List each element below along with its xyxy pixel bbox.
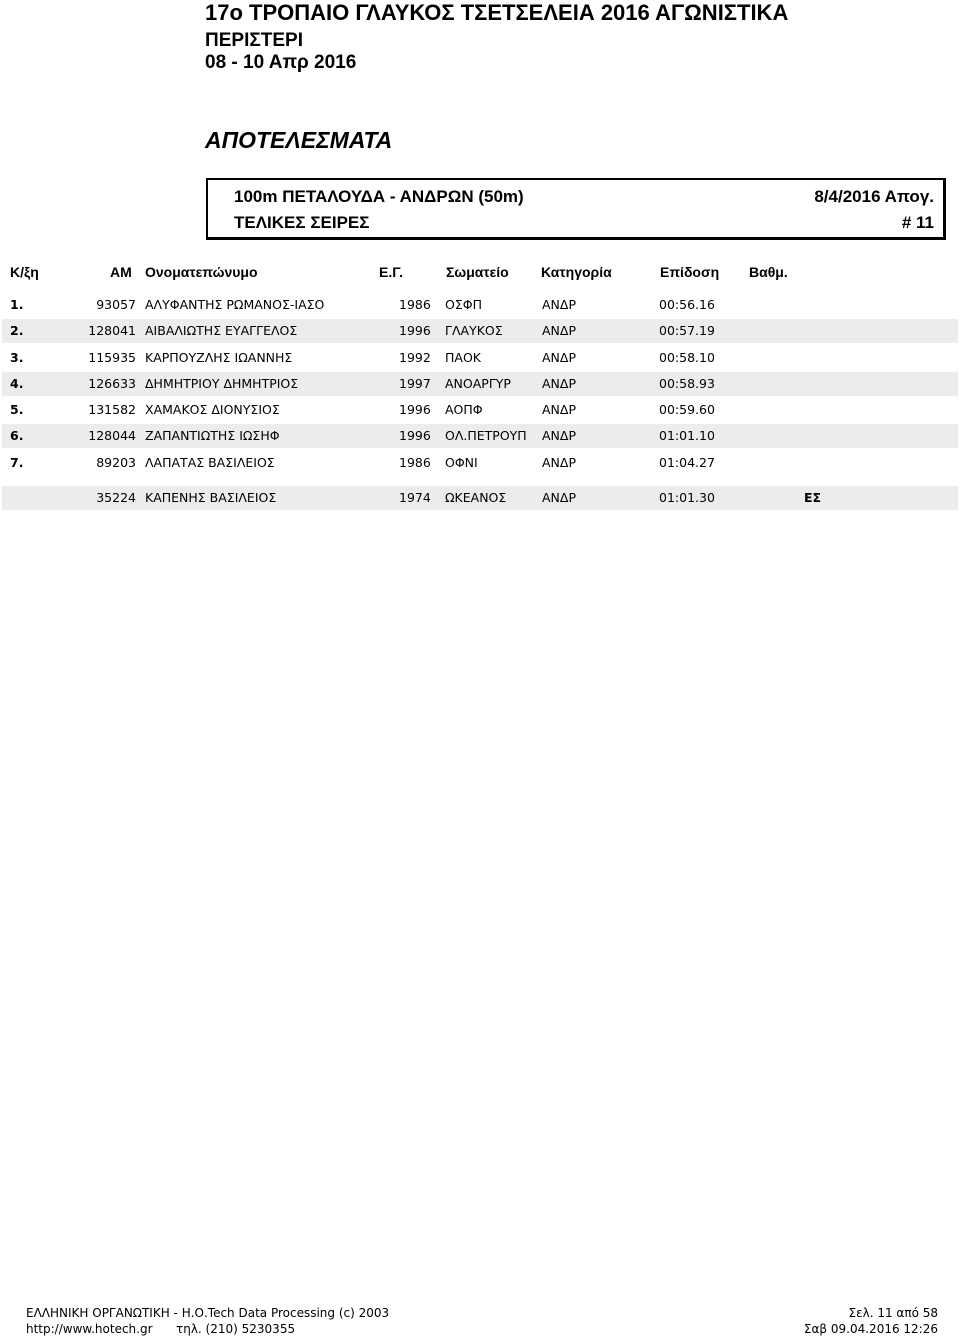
athlete-name: ΧΑΜΑΚΟΣ ΔΙΟΝΥΣΙΟΣ xyxy=(145,402,280,417)
rank: 7. xyxy=(10,455,24,470)
column-header-points: Βαθμ. xyxy=(749,264,788,280)
club: ΟΣΦΠ xyxy=(445,297,482,312)
rank: 5. xyxy=(10,402,24,417)
athlete-id: 128041 xyxy=(88,323,136,338)
column-header-category: Κατηγορία xyxy=(541,264,612,280)
birth-year: 1986 xyxy=(399,297,431,312)
club: ΓΛΑΥΚΟΣ xyxy=(445,323,503,338)
category: ΑΝΔΡ xyxy=(542,490,576,505)
footer-url: http://www.hotech.gr xyxy=(26,1322,153,1336)
athlete-id: 93057 xyxy=(96,297,136,312)
category: ΑΝΔΡ xyxy=(542,350,576,365)
page-number: Σελ. 11 από 58 xyxy=(848,1306,938,1320)
table-row xyxy=(2,398,958,422)
time: 00:56.16 xyxy=(659,297,715,312)
rank: 3. xyxy=(10,350,24,365)
birth-year: 1974 xyxy=(399,490,431,505)
table-row-extra xyxy=(2,486,958,510)
column-header-time: Επίδοση xyxy=(660,264,720,280)
time: 00:58.10 xyxy=(659,350,715,365)
club: ΠΑΟΚ xyxy=(445,350,481,365)
category: ΑΝΔΡ xyxy=(542,376,576,391)
meet-dates: 08 - 10 Απρ 2016 xyxy=(205,52,357,73)
table-row xyxy=(2,293,958,317)
rank: 2. xyxy=(10,323,24,338)
birth-year: 1996 xyxy=(399,323,431,338)
athlete-name: ΔΗΜΗΤΡΙΟΥ ΔΗΜΗΤΡΙΟΣ xyxy=(145,376,299,391)
rank: 6. xyxy=(10,428,24,443)
rank: 4. xyxy=(10,376,24,391)
birth-year: 1992 xyxy=(399,350,431,365)
column-header-name: Ονοματεπώνυμο xyxy=(145,264,258,280)
club: ΟΦΝΙ xyxy=(445,455,478,470)
category: ΑΝΔΡ xyxy=(542,297,576,312)
page-title: 17ο ΤΡΟΠΑΙΟ ΓΛΑΥΚΟΣ ΤΣΕΤΣΕΛΕΙΑ 2016 ΑΓΩΝΙΣΤΙΚΑ xyxy=(205,0,789,25)
column-header-rank: Κ/ξη xyxy=(10,264,39,280)
category: ΑΝΔΡ xyxy=(542,428,576,443)
footer-company: ΕΛΛΗΝΙΚΗ ΟΡΓΑΝΩΤΙΚΗ - Η.Ο.Tech Data Processing (c) 2003 xyxy=(26,1306,390,1320)
athlete-id: 115935 xyxy=(88,350,136,365)
athlete-id: 131582 xyxy=(88,402,136,417)
athlete-id: 89203 xyxy=(96,455,136,470)
event-name: 100m ΠΕΤΑΛΟΥΔΑ - ΑΝΔΡΩΝ (50m) xyxy=(234,187,524,206)
table-row xyxy=(2,451,958,475)
result-note: ΕΣ xyxy=(804,490,822,505)
birth-year: 1997 xyxy=(399,376,431,391)
club: ΑΟΠΦ xyxy=(445,402,483,417)
club: ΑΝΟΑΡΓΥΡ xyxy=(445,376,511,391)
category: ΑΝΔΡ xyxy=(542,323,576,338)
column-header-year: Ε.Γ. xyxy=(379,264,403,280)
event-round: ΤΕΛΙΚΕΣ ΣΕΙΡΕΣ xyxy=(234,213,370,232)
athlete-name: ΖΑΠΑΝΤΙΩΤΗΣ ΙΩΣΗΦ xyxy=(145,428,280,443)
column-header-am: ΑΜ xyxy=(110,264,132,280)
time: 01:01.10 xyxy=(659,428,715,443)
event-number: # 11 xyxy=(901,213,934,232)
athlete-name: ΑΛΥΦΑΝΤΗΣ ΡΩΜΑΝΟΣ-ΙΑΣΟ xyxy=(145,297,325,312)
time: 00:59.60 xyxy=(659,402,715,417)
footer-phone: τηλ. (210) 5230355 xyxy=(176,1322,296,1336)
athlete-name: ΑΙΒΑΛΙΩΤΗΣ ΕΥΑΓΓΕΛΟΣ xyxy=(145,323,298,338)
time: 00:57.19 xyxy=(659,323,715,338)
results-heading: ΑΠΟΤΕΛΕΣΜΑΤΑ xyxy=(205,127,393,153)
birth-year: 1996 xyxy=(399,402,431,417)
venue: ΠΕΡΙΣΤΕΡΙ xyxy=(205,30,303,51)
athlete-name: ΛΑΠΑΤΑΣ ΒΑΣΙΛΕΙΟΣ xyxy=(145,455,275,470)
club: ΟΛ.ΠΕΤΡΟΥΠ xyxy=(445,428,527,443)
athlete-name: ΚΑΠΕΝΗΣ ΒΑΣΙΛΕΙΟΣ xyxy=(145,490,277,505)
table-row xyxy=(2,346,958,370)
table-row xyxy=(2,424,958,448)
time: 01:04.27 xyxy=(659,455,715,470)
category: ΑΝΔΡ xyxy=(542,402,576,417)
event-box xyxy=(206,178,946,240)
time: 01:01.30 xyxy=(659,490,715,505)
club: ΩΚΕΑΝΟΣ xyxy=(445,490,507,505)
athlete-id: 126633 xyxy=(88,376,136,391)
time: 00:58.93 xyxy=(659,376,715,391)
table-row xyxy=(2,319,958,343)
birth-year: 1986 xyxy=(399,455,431,470)
birth-year: 1996 xyxy=(399,428,431,443)
table-row xyxy=(2,372,958,396)
rank: 1. xyxy=(10,297,24,312)
athlete-name: ΚΑΡΠΟΥΖΛΗΣ ΙΩΑΝΝΗΣ xyxy=(145,350,293,365)
athlete-id: 35224 xyxy=(96,490,136,505)
print-timestamp: Σαβ 09.04.2016 12:26 xyxy=(803,1322,938,1336)
event-date-session: 8/4/2016 Απογ. xyxy=(814,187,934,206)
category: ΑΝΔΡ xyxy=(542,455,576,470)
athlete-id: 128044 xyxy=(88,428,136,443)
column-header-club: Σωματείο xyxy=(446,264,509,280)
